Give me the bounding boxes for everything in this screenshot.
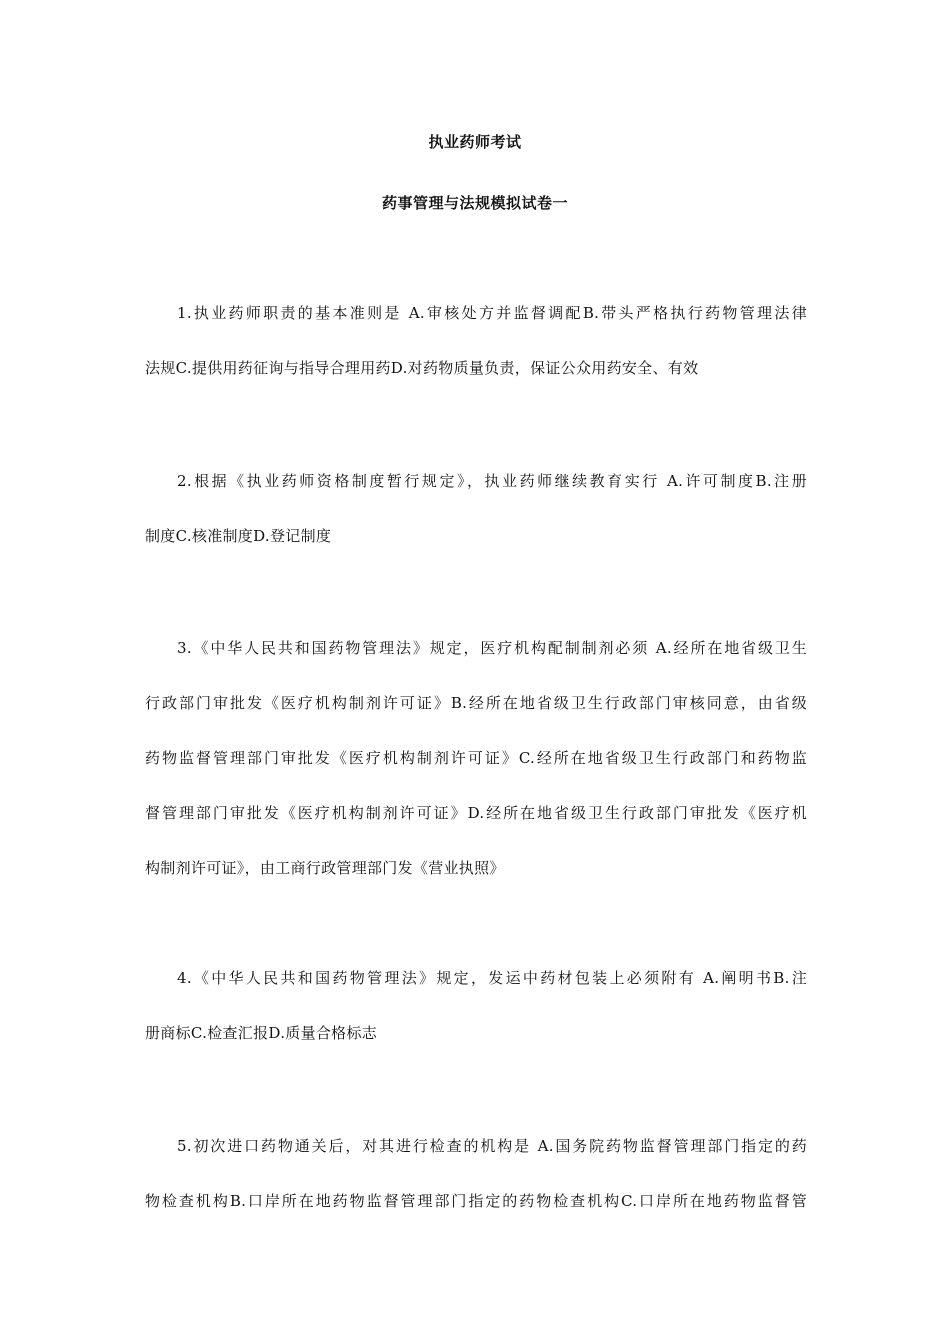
question-5-line-1: 5.初次进口药物通关后，对其进行检查的机构是 A.国务院药物监督管理部门指定的药 xyxy=(177,1137,807,1155)
question-1-line-2: 法规C.提供用药征询与指导合理用药D.对药物质量负责，保证公众用药安全、有效 xyxy=(145,359,699,377)
question-4-line-2: 册商标C.检查汇报D.质量合格标志 xyxy=(145,1024,378,1042)
question-3-line-3: 药物监督管理部门审批发《医疗机构制剂许可证》C.经所在地省级卫生行政部门和药物监 xyxy=(145,749,807,767)
question-1-line-1: 1.执业药师职责的基本准则是 A.审核处方并监督调配B.带头严格执行药物管理法律 xyxy=(177,304,807,322)
question-3-line-5: 构制剂许可证》，由工商行政管理部门发《营业执照》 xyxy=(145,859,505,877)
question-2-line-2: 制度C.核准制度D.登记制度 xyxy=(145,527,332,545)
question-3-line-1: 3.《中华人民共和国药物管理法》规定，医疗机构配制制剂必须 A.经所在地省级卫生 xyxy=(177,639,807,657)
question-5-line-2: 物检查机构B.口岸所在地药物监督管理部门指定的药物检查机构C.口岸所在地药物监督管 xyxy=(145,1192,807,1210)
question-3-line-2: 行政部门审批发《医疗机构制剂许可证》B.经所在地省级卫生行政部门审核同意，由省级 xyxy=(145,694,807,712)
question-4-line-1: 4.《中华人民共和国药物管理法》规定，发运中药材包装上必须附有 A.阐明书B.注 xyxy=(177,969,807,987)
document-subtitle: 药事管理与法规模拟试卷一 xyxy=(381,194,568,212)
question-3-line-4: 督管理部门审批发《医疗机构制剂许可证》D.经所在地省级卫生行政部门审批发《医疗机 xyxy=(145,804,807,822)
document-title: 执业药师考试 xyxy=(428,133,522,151)
question-2-line-1: 2.根据《执业药师资格制度暂行规定》，执业药师继续教育实行 A.许可制度B.注册 xyxy=(177,472,807,490)
